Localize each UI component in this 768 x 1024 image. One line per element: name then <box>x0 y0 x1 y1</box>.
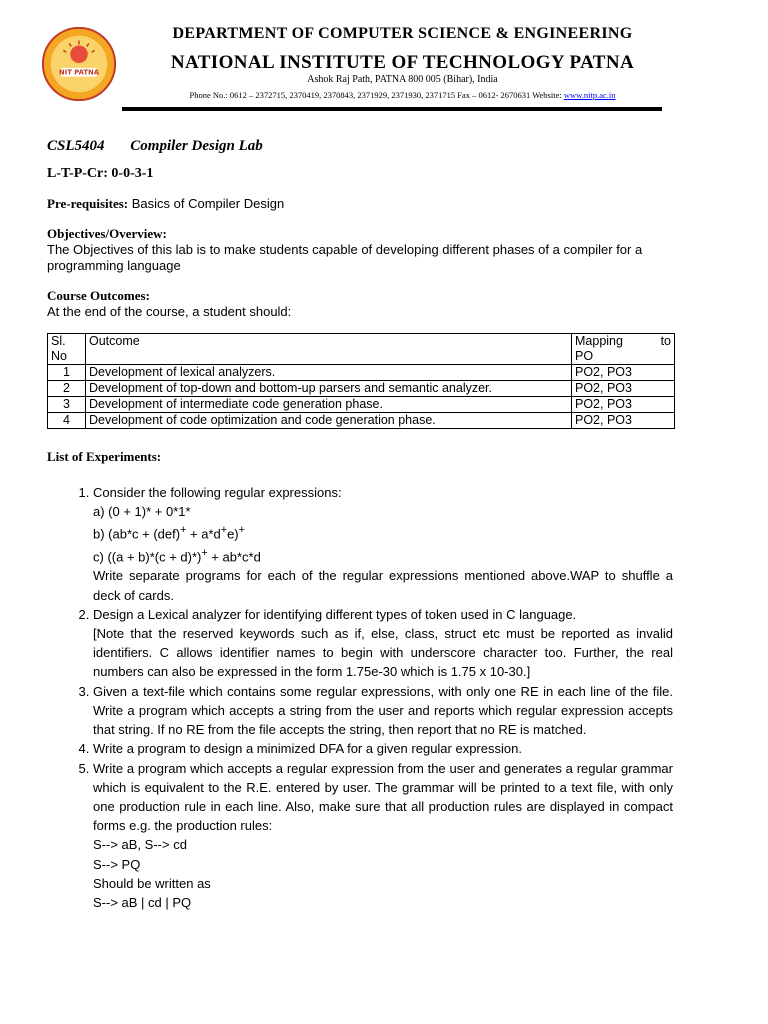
department-title: DEPARTMENT OF COMPUTER SCIENCE & ENGINEERING <box>172 25 633 42</box>
outcomes-heading: Course Outcomes: <box>47 288 150 303</box>
exp1-regex-b <box>93 521 673 544</box>
row-outcome: Development of lexical analyzers. <box>86 365 572 381</box>
header-outcome: Outcome <box>86 334 572 365</box>
row-sl: 3 <box>48 397 86 413</box>
header-mapping <box>572 334 675 365</box>
table-row <box>48 397 675 413</box>
list-item <box>93 739 673 758</box>
list-item <box>93 682 673 740</box>
sup: + <box>238 524 245 537</box>
exp1-text: Write separate programs for each of the regular expressions mentioned above.WAP to shuffle a deck of cards. <box>93 568 673 603</box>
course-heading <box>47 138 673 154</box>
exp4-text: Write a program to design a minimized DFA for a given regular expression. <box>93 741 522 757</box>
exp5-text: 5. Write a program which accepts a regular expression from the user and generates a regular grammar which is equivalent to the R.E. entered by user. The grammar will be printed to a text file, with only one production rule in each line. Also, make sure that all production rules are displayed in compact forms e.g. the production rules: <box>93 760 673 834</box>
table-row <box>48 365 675 381</box>
prereq-label: Pre-requisites: <box>47 196 129 211</box>
objectives-heading: Objectives/Overview: <box>47 226 167 241</box>
row-sl: 4 <box>48 413 86 429</box>
regex-b-part2: + a*d <box>186 526 221 542</box>
sup: + <box>201 546 208 559</box>
mapping-to: to <box>660 334 671 348</box>
prereq-value: Basics of Compiler Design <box>128 196 285 211</box>
contact-line <box>130 90 675 100</box>
institute-logo <box>40 25 118 103</box>
row-outcome: Development of intermediate code generation phase. <box>86 397 572 413</box>
exp2-line: 2. Design a Lexical analyzer for identifying different types of token used in C language. <box>93 606 577 622</box>
row-mapping: PO2, PO3 <box>572 381 675 397</box>
outcomes-table <box>47 333 675 429</box>
document-body <box>47 125 673 912</box>
exp5-prod2: S--> PQ <box>93 856 141 872</box>
regex-c-part2: + ab*c*d <box>207 549 261 565</box>
exp1-regex-a: a) (0 + 1)* + 0*1* <box>93 504 191 520</box>
list-item <box>93 483 673 605</box>
row-mapping: PO2, PO3 <box>572 413 675 429</box>
row-sl: 1 <box>48 365 86 381</box>
ltpc-line: L-T-P-Cr: 0-0-3-1 <box>47 166 154 181</box>
row-outcome: Development of top-down and bottom-up parsers and semantic analyzer. <box>86 381 572 397</box>
sup: + <box>180 524 187 537</box>
objectives-text: The Objectives of this lab is to make students capable of developing different phases of a compiler for a programming language <box>47 242 643 273</box>
table-row <box>48 381 675 397</box>
header-sl-no: Sl. No <box>48 334 86 365</box>
outcomes-intro: At the end of the course, a student should: <box>47 304 292 319</box>
table-header-row <box>48 334 675 365</box>
sup: + <box>220 524 228 537</box>
experiments-list <box>47 483 673 912</box>
mapping-po: PO <box>575 349 594 363</box>
course-title: Compiler Design Lab <box>130 138 263 154</box>
institute-address: Ashok Raj Path, PATNA 800 005 (Bihar), India <box>307 74 498 85</box>
exp1-intro: 1. Consider the following regular expressions: <box>93 485 342 500</box>
regex-c-part1: c) ((a + b)*(c + d)*) <box>93 549 202 565</box>
row-mapping: PO2, PO3 <box>572 365 675 381</box>
website-link[interactable]: www.nitp.ac.in <box>563 90 616 100</box>
exp5-prod1: S--> aB, S--> cd <box>93 837 187 853</box>
list-item <box>93 605 673 682</box>
exp5-note: Should be written as <box>93 875 211 891</box>
institute-title: NATIONAL INSTITUTE OF TECHNOLOGY PATNA <box>170 52 635 73</box>
course-code: CSL5404 <box>47 138 105 154</box>
exp2-note: [Note that the reserved keywords such as if, else, class, struct etc must be reported as invalid identifiers. C allows identifier names to begin with underscore character too. Further, the real numbers can also be expressed in the form 1.75e-30 which is 1.75 x 10-30.] <box>93 626 673 680</box>
regex-b-part1: b) (ab*c + (def) <box>93 526 181 542</box>
prerequisites <box>47 196 673 212</box>
mapping-word: Mapping <box>575 334 623 348</box>
list-item <box>93 759 673 913</box>
header-rule <box>122 107 662 111</box>
logo-text: NIT PATNA <box>59 68 99 77</box>
regex-b-part3: e) <box>227 526 239 542</box>
contact-text: Phone No.: 0612 – 2372715, 2370419, 2370843, 2371929, 2371930, 2371715 Fax – 0612- 2670631 Website: <box>189 90 564 100</box>
row-sl: 2 <box>48 381 86 397</box>
exp1-regex-c <box>93 544 673 567</box>
experiments-heading: List of Experiments: <box>47 449 162 464</box>
row-outcome: Development of code optimization and code generation phase. <box>86 413 572 429</box>
row-mapping: PO2, PO3 <box>572 397 675 413</box>
exp3-text: Given a text-file which contains some regular expressions, with only one RE in each line of the file. Write a program which accepts a string from the user and reports which regular expression accepts that string. If no RE from the file accepts the string, then report that no RE is matched. <box>93 683 673 738</box>
table-row <box>48 413 675 429</box>
exp5-prod3: S--> aB | cd | PQ <box>93 894 192 910</box>
